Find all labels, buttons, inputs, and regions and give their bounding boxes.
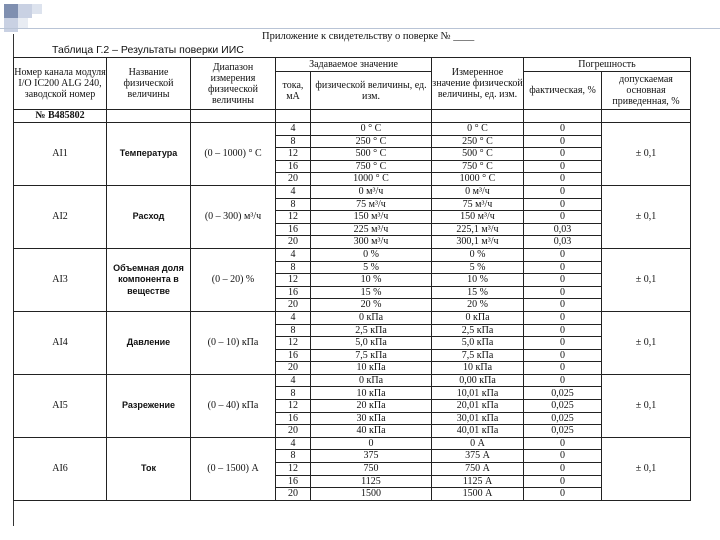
measured-cell: 250 ° С — [432, 135, 524, 148]
quantity-name-cell: Давление — [107, 311, 191, 374]
actual-error-cell: 0 — [524, 135, 602, 148]
set-value-cell: 1000 ° С — [311, 173, 432, 186]
measured-cell: 0 А — [432, 437, 524, 450]
measured-cell: 7,5 кПа — [432, 349, 524, 362]
allowed-error-cell: ± 0,1 — [602, 437, 691, 500]
actual-error-cell: 0 — [524, 148, 602, 161]
table-row — [14, 374, 691, 387]
current-cell: 20 — [276, 488, 311, 501]
set-value-cell: 375 — [311, 450, 432, 463]
actual-error-cell: 0 — [524, 324, 602, 337]
measured-cell: 300,1 м³/ч — [432, 236, 524, 249]
current-cell: 16 — [276, 223, 311, 236]
range-cell: (0 – 10) кПа — [191, 311, 276, 374]
current-cell: 16 — [276, 349, 311, 362]
table-row — [14, 437, 691, 450]
header-actual: фактическая, % — [524, 72, 602, 110]
measured-cell: 0 м³/ч — [432, 185, 524, 198]
allowed-error-cell: ± 0,1 — [602, 248, 691, 311]
measured-cell: 10 кПа — [432, 362, 524, 375]
current-cell: 20 — [276, 173, 311, 186]
set-value-cell: 75 м³/ч — [311, 198, 432, 211]
actual-error-cell: 0 — [524, 437, 602, 450]
measured-cell: 1500 А — [432, 488, 524, 501]
deco-square — [4, 18, 18, 32]
current-cell: 8 — [276, 261, 311, 274]
quantity-name-cell: Расход — [107, 185, 191, 248]
current-cell: 12 — [276, 211, 311, 224]
actual-error-cell: 0 — [524, 299, 602, 312]
actual-error-cell: 0 — [524, 286, 602, 299]
deco-square — [18, 18, 28, 28]
actual-error-cell: 0 — [524, 261, 602, 274]
actual-error-cell: 0 — [524, 160, 602, 173]
measured-cell: 500 ° С — [432, 148, 524, 161]
current-cell: 12 — [276, 400, 311, 413]
current-cell: 8 — [276, 198, 311, 211]
current-cell: 12 — [276, 148, 311, 161]
measured-cell: 10,01 кПа — [432, 387, 524, 400]
set-value-cell: 1125 — [311, 475, 432, 488]
measured-cell: 5,0 кПа — [432, 337, 524, 350]
actual-error-cell: 0,025 — [524, 412, 602, 425]
channel-cell: AI2 — [14, 185, 107, 248]
quantity-name-cell: Температура — [107, 123, 191, 186]
set-value-cell: 10 кПа — [311, 387, 432, 400]
actual-error-cell: 0 — [524, 475, 602, 488]
current-cell: 20 — [276, 362, 311, 375]
set-value-cell: 300 м³/ч — [311, 236, 432, 249]
current-cell: 12 — [276, 337, 311, 350]
actual-error-cell: 0 — [524, 450, 602, 463]
current-cell: 4 — [276, 311, 311, 324]
allowed-error-cell: ± 0,1 — [602, 374, 691, 437]
quantity-name-cell: Объемная доля компонента в веществе — [107, 248, 191, 311]
table-row — [14, 311, 691, 324]
current-cell: 4 — [276, 248, 311, 261]
top-divider — [0, 28, 720, 29]
current-cell: 8 — [276, 450, 311, 463]
current-cell: 8 — [276, 135, 311, 148]
actual-error-cell: 0 — [524, 463, 602, 476]
measured-cell: 20 % — [432, 299, 524, 312]
current-cell: 12 — [276, 274, 311, 287]
measured-cell: 2,5 кПа — [432, 324, 524, 337]
measured-cell: 225,1 м³/ч — [432, 223, 524, 236]
header-current: тока, мА — [276, 72, 311, 110]
set-value-cell: 0 кПа — [311, 374, 432, 387]
measured-cell: 15 % — [432, 286, 524, 299]
table-caption: Таблица Г.2 – Результаты поверки ИИС — [52, 44, 244, 56]
set-value-cell: 150 м³/ч — [311, 211, 432, 224]
appendix-title: Приложение к свидетельству о поверке № ____ — [262, 31, 475, 42]
actual-error-cell: 0,03 — [524, 223, 602, 236]
set-value-cell: 10 % — [311, 274, 432, 287]
measured-cell: 0 ° С — [432, 123, 524, 136]
range-cell: (0 – 40) кПа — [191, 374, 276, 437]
range-cell: (0 – 1000) ° С — [191, 123, 276, 186]
actual-error-cell: 0 — [524, 185, 602, 198]
set-value-cell: 0 — [311, 437, 432, 450]
current-cell: 16 — [276, 286, 311, 299]
actual-error-cell: 0 — [524, 362, 602, 375]
measured-cell: 750 А — [432, 463, 524, 476]
set-value-cell: 20 кПа — [311, 400, 432, 413]
actual-error-cell: 0 — [524, 349, 602, 362]
measured-cell: 0 кПа — [432, 311, 524, 324]
deco-square — [4, 4, 18, 18]
table-row — [14, 248, 691, 261]
measured-cell: 5 % — [432, 261, 524, 274]
actual-error-cell: 0,025 — [524, 400, 602, 413]
measured-cell: 375 А — [432, 450, 524, 463]
header-set-value: Задаваемое значение — [276, 58, 432, 72]
actual-error-cell: 0 — [524, 173, 602, 186]
actual-error-cell: 0 — [524, 211, 602, 224]
header-allowed: допускаемая основная приведенная, % — [602, 72, 691, 110]
table-row — [14, 123, 691, 136]
table-row — [14, 185, 691, 198]
set-value-cell: 5 % — [311, 261, 432, 274]
actual-error-cell: 0 — [524, 248, 602, 261]
actual-error-cell: 0 — [524, 123, 602, 136]
set-value-cell: 250 ° С — [311, 135, 432, 148]
deco-square — [18, 4, 32, 18]
results-table — [13, 57, 691, 501]
measured-cell: 1000 ° С — [432, 173, 524, 186]
serial-number: № В485802 — [14, 110, 107, 123]
measured-cell: 0 % — [432, 248, 524, 261]
header-measured: Измеренное значение физической величины, ед. изм. — [432, 58, 524, 110]
measured-cell: 40,01 кПа — [432, 425, 524, 438]
current-cell: 20 — [276, 299, 311, 312]
channel-cell: AI4 — [14, 311, 107, 374]
channel-cell: AI5 — [14, 374, 107, 437]
header-range: Диапазон измерения физической величины — [191, 58, 276, 110]
set-value-cell: 20 % — [311, 299, 432, 312]
current-cell: 4 — [276, 185, 311, 198]
header-phys: физической величины, ед. изм. — [311, 72, 432, 110]
header-channel: Номер канала модуля I/O IC200 ALG 240, заводской номер — [14, 58, 107, 110]
set-value-cell: 0 ° С — [311, 123, 432, 136]
current-cell: 16 — [276, 475, 311, 488]
set-value-cell: 15 % — [311, 286, 432, 299]
actual-error-cell: 0,03 — [524, 236, 602, 249]
actual-error-cell: 0 — [524, 374, 602, 387]
measured-cell: 0,00 кПа — [432, 374, 524, 387]
channel-cell: AI6 — [14, 437, 107, 500]
set-value-cell: 0 кПа — [311, 311, 432, 324]
set-value-cell: 500 ° С — [311, 148, 432, 161]
measured-cell: 1125 А — [432, 475, 524, 488]
range-cell: (0 – 20) % — [191, 248, 276, 311]
measured-cell: 30,01 кПа — [432, 412, 524, 425]
set-value-cell: 2,5 кПа — [311, 324, 432, 337]
set-value-cell: 750 ° С — [311, 160, 432, 173]
channel-cell: AI1 — [14, 123, 107, 186]
measured-cell: 20,01 кПа — [432, 400, 524, 413]
set-value-cell: 10 кПа — [311, 362, 432, 375]
measured-cell: 750 ° С — [432, 160, 524, 173]
current-cell: 16 — [276, 160, 311, 173]
header-name: Название физической величины — [107, 58, 191, 110]
set-value-cell: 750 — [311, 463, 432, 476]
current-cell: 20 — [276, 236, 311, 249]
actual-error-cell: 0 — [524, 198, 602, 211]
measured-cell: 75 м³/ч — [432, 198, 524, 211]
actual-error-cell: 0,025 — [524, 425, 602, 438]
actual-error-cell: 0,025 — [524, 387, 602, 400]
header-error: Погрешность — [524, 58, 691, 72]
set-value-cell: 1500 — [311, 488, 432, 501]
allowed-error-cell: ± 0,1 — [602, 311, 691, 374]
set-value-cell: 0 м³/ч — [311, 185, 432, 198]
current-cell: 20 — [276, 425, 311, 438]
quantity-name-cell: Разрежение — [107, 374, 191, 437]
deco-square — [32, 4, 42, 14]
current-cell: 8 — [276, 387, 311, 400]
measured-cell: 150 м³/ч — [432, 211, 524, 224]
actual-error-cell: 0 — [524, 337, 602, 350]
current-cell: 16 — [276, 412, 311, 425]
set-value-cell: 5,0 кПа — [311, 337, 432, 350]
set-value-cell: 0 % — [311, 248, 432, 261]
current-cell: 4 — [276, 374, 311, 387]
current-cell: 4 — [276, 437, 311, 450]
quantity-name-cell: Ток — [107, 437, 191, 500]
range-cell: (0 – 300) м³/ч — [191, 185, 276, 248]
actual-error-cell: 0 — [524, 488, 602, 501]
channel-cell: AI3 — [14, 248, 107, 311]
measured-cell: 10 % — [432, 274, 524, 287]
set-value-cell: 225 м³/ч — [311, 223, 432, 236]
current-cell: 8 — [276, 324, 311, 337]
actual-error-cell: 0 — [524, 274, 602, 287]
current-cell: 12 — [276, 463, 311, 476]
allowed-error-cell: ± 0,1 — [602, 185, 691, 248]
set-value-cell: 30 кПа — [311, 412, 432, 425]
allowed-error-cell: ± 0,1 — [602, 123, 691, 186]
set-value-cell: 7,5 кПа — [311, 349, 432, 362]
set-value-cell: 40 кПа — [311, 425, 432, 438]
actual-error-cell: 0 — [524, 311, 602, 324]
range-cell: (0 – 1500) А — [191, 437, 276, 500]
current-cell: 4 — [276, 123, 311, 136]
